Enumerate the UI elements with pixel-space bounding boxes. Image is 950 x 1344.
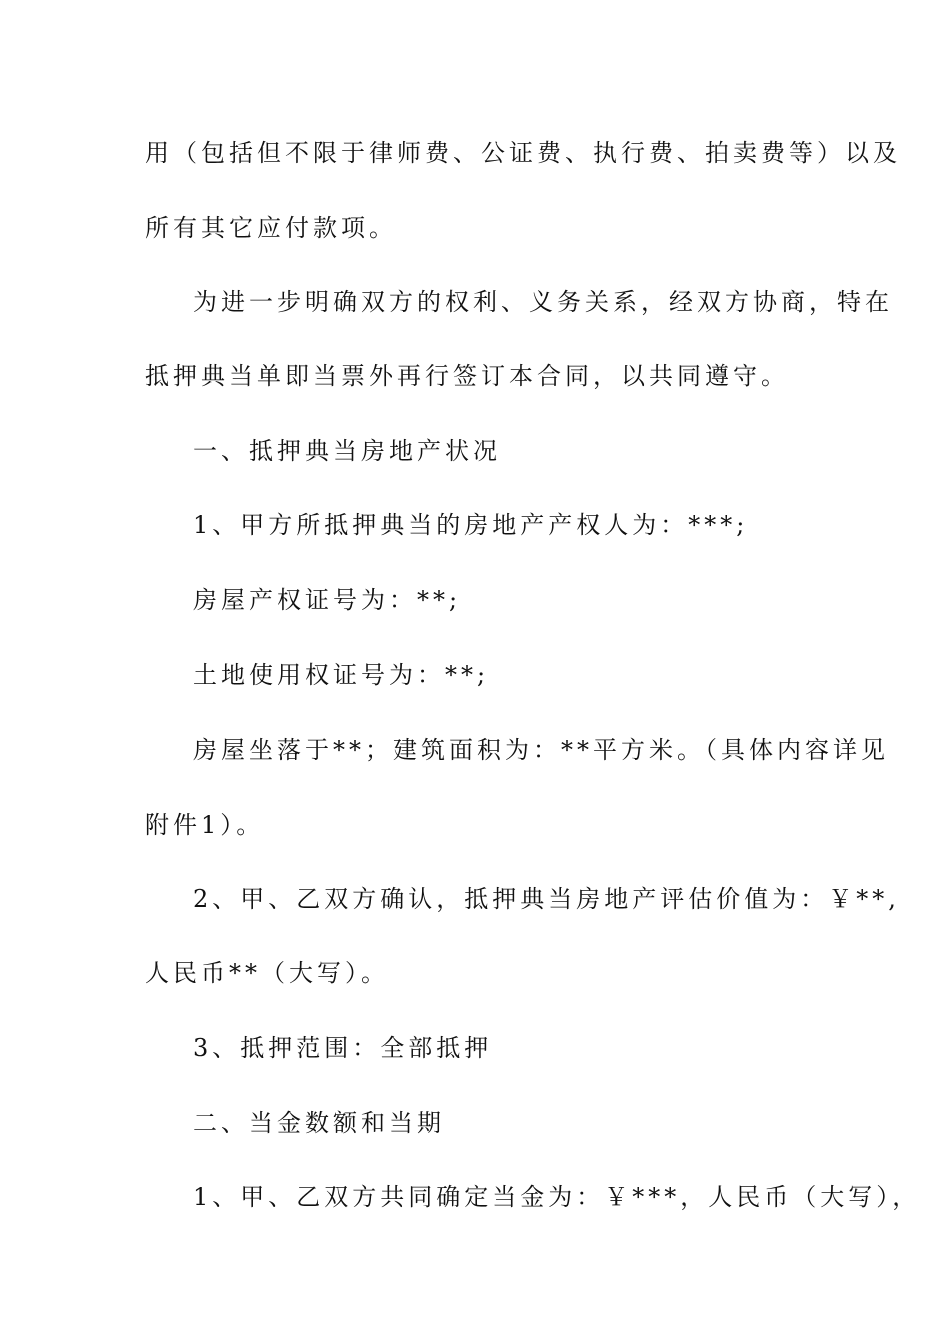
text-line-7: 房屋产权证号为：**; [193, 586, 462, 614]
text-line-3: 为进一步明确双方的权利、义务关系，经双方协商，特在 [193, 288, 893, 316]
section-heading-2: 二、当金数额和当期 [193, 1109, 445, 1137]
text-line-10: 附件1）。 [145, 811, 265, 839]
text-line-6: 1、甲方所抵押典当的房地产产权人为：***; [193, 511, 749, 539]
text-line-2: 所有其它应付款项。 [145, 214, 397, 242]
text-line-8: 土地使用权证号为：**; [193, 661, 490, 689]
text-line-1: 用（包括但不限于律师费、公证费、执行费、拍卖费等）以及 [145, 139, 901, 167]
section-heading-1: 一、抵押典当房地产状况 [193, 437, 501, 465]
text-line-15: 1、甲、乙双方共同确定当金为：￥***，人民币（大写）， [193, 1183, 921, 1211]
text-line-4: 抵押典当单即当票外再行签订本合同，以共同遵守。 [145, 362, 789, 390]
text-line-13: 3、抵押范围：全部抵押 [193, 1034, 493, 1062]
text-line-11: 2、甲、乙双方确认，抵押典当房地产评估价值为：￥**, [193, 885, 900, 913]
text-line-9: 房屋坐落于**；建筑面积为：**平方米。（具体内容详见 [193, 736, 889, 764]
text-line-12: 人民币**（大写）。 [145, 959, 389, 987]
